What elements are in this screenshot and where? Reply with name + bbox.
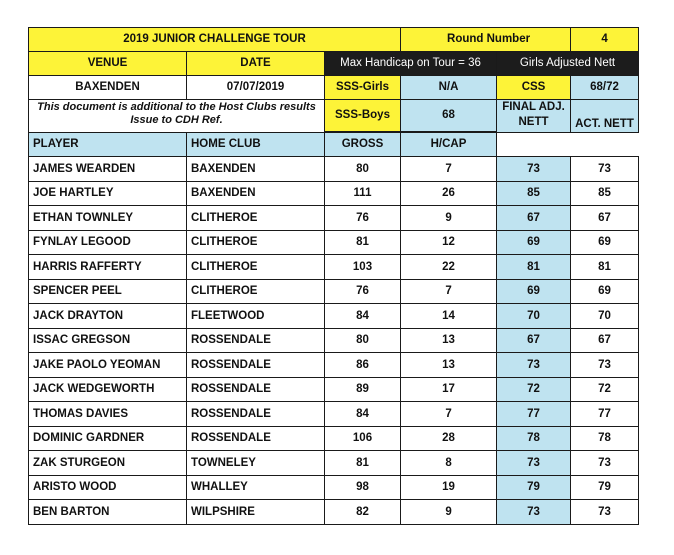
venue-label: VENUE xyxy=(29,52,187,76)
host-club-note: This document is additional to the Host Clubs results Issue to CDH Ref. xyxy=(29,100,325,133)
table-row xyxy=(29,304,639,329)
gross-score: 98 xyxy=(325,475,401,500)
act-nett: 69 xyxy=(571,230,639,255)
handicap: 13 xyxy=(401,353,497,378)
home-club: CLITHEROE xyxy=(187,279,325,304)
handicap: 13 xyxy=(401,328,497,353)
player-name: JAMES WEARDEN xyxy=(29,157,187,182)
player-name: ISSAC GREGSON xyxy=(29,328,187,353)
tour-title: 2019 JUNIOR CHALLENGE TOUR xyxy=(29,28,401,52)
act-nett: 73 xyxy=(571,353,639,378)
table-row xyxy=(29,426,639,451)
home-club: BAXENDEN xyxy=(187,157,325,182)
gross-score: 89 xyxy=(325,377,401,402)
final-adj-nett: 85 xyxy=(497,181,571,206)
gross-score: 76 xyxy=(325,206,401,231)
gross-score: 76 xyxy=(325,279,401,304)
act-nett: 81 xyxy=(571,255,639,280)
home-club: ROSSENDALE xyxy=(187,377,325,402)
act-nett: 73 xyxy=(571,157,639,182)
venue-value: BAXENDEN xyxy=(29,76,187,100)
gross-score: 80 xyxy=(325,157,401,182)
final-adj-nett: 78 xyxy=(497,426,571,451)
act-nett: 67 xyxy=(571,206,639,231)
gross-score: 81 xyxy=(325,230,401,255)
final-adj-nett: 73 xyxy=(497,157,571,182)
act-nett: 85 xyxy=(571,181,639,206)
home-club: ROSSENDALE xyxy=(187,402,325,427)
handicap: 7 xyxy=(401,157,497,182)
final-adj-nett: 69 xyxy=(497,279,571,304)
table-row xyxy=(29,181,639,206)
gross-header: GROSS xyxy=(325,133,401,157)
final-adj-nett: 72 xyxy=(497,377,571,402)
table-row xyxy=(29,451,639,476)
home-club-header: HOME CLUB xyxy=(187,133,325,157)
table-row xyxy=(29,500,639,525)
table-row xyxy=(29,230,639,255)
handicap: 7 xyxy=(401,279,497,304)
act-nett: 73 xyxy=(571,451,639,476)
player-name: SPENCER PEEL xyxy=(29,279,187,304)
home-club: FLEETWOOD xyxy=(187,304,325,329)
player-name: JAKE PAOLO YEOMAN xyxy=(29,353,187,378)
home-club: WILPSHIRE xyxy=(187,500,325,525)
handicap: 28 xyxy=(401,426,497,451)
handicap: 22 xyxy=(401,255,497,280)
player-name: FYNLAY LEGOOD xyxy=(29,230,187,255)
home-club: ROSSENDALE xyxy=(187,353,325,378)
table-row xyxy=(29,279,639,304)
gross-score: 86 xyxy=(325,353,401,378)
round-label: Round Number xyxy=(401,28,571,52)
date-value: 07/07/2019 xyxy=(187,76,325,100)
table-row xyxy=(29,328,639,353)
gross-score: 111 xyxy=(325,181,401,206)
css-label: CSS xyxy=(497,76,571,100)
handicap: 17 xyxy=(401,377,497,402)
act-nett-header: ACT. NETT xyxy=(571,100,639,133)
max-handicap-note: Max Handicap on Tour = 36 xyxy=(325,52,497,76)
home-club: ROSSENDALE xyxy=(187,328,325,353)
home-club: BAXENDEN xyxy=(187,181,325,206)
home-club: CLITHEROE xyxy=(187,206,325,231)
player-name: DOMINIC GARDNER xyxy=(29,426,187,451)
handicap: 7 xyxy=(401,402,497,427)
player-name: ZAK STURGEON xyxy=(29,451,187,476)
hcap-header: H/CAP xyxy=(401,133,497,157)
home-club: TOWNELEY xyxy=(187,451,325,476)
final-adj-nett-header: FINAL ADJ. NETT xyxy=(497,100,571,133)
girls-adjusted-note: Girls Adjusted Nett xyxy=(497,52,639,76)
table-row xyxy=(29,206,639,231)
player-name: JOE HARTLEY xyxy=(29,181,187,206)
handicap: 19 xyxy=(401,475,497,500)
handicap: 9 xyxy=(401,206,497,231)
results-table xyxy=(28,27,639,525)
sss-girls-value: N/A xyxy=(401,76,497,100)
table-row xyxy=(29,157,639,182)
handicap: 12 xyxy=(401,230,497,255)
final-adj-nett: 73 xyxy=(497,451,571,476)
act-nett: 78 xyxy=(571,426,639,451)
handicap: 9 xyxy=(401,500,497,525)
home-club: ROSSENDALE xyxy=(187,426,325,451)
gross-score: 82 xyxy=(325,500,401,525)
act-nett: 72 xyxy=(571,377,639,402)
results-sheet xyxy=(28,27,638,525)
table-row xyxy=(29,255,639,280)
player-name: BEN BARTON xyxy=(29,500,187,525)
handicap: 8 xyxy=(401,451,497,476)
gross-score: 84 xyxy=(325,304,401,329)
home-club: CLITHEROE xyxy=(187,255,325,280)
player-name: HARRIS RAFFERTY xyxy=(29,255,187,280)
act-nett: 77 xyxy=(571,402,639,427)
final-adj-nett: 67 xyxy=(497,206,571,231)
player-name: ARISTO WOOD xyxy=(29,475,187,500)
player-name: JACK DRAYTON xyxy=(29,304,187,329)
player-name: THOMAS DAVIES xyxy=(29,402,187,427)
sss-boys-value: 68 xyxy=(401,100,497,132)
final-adj-nett: 67 xyxy=(497,328,571,353)
round-value: 4 xyxy=(571,28,639,52)
act-nett: 79 xyxy=(571,475,639,500)
table-row xyxy=(29,377,639,402)
gross-score: 84 xyxy=(325,402,401,427)
act-nett: 73 xyxy=(571,500,639,525)
final-adj-nett: 69 xyxy=(497,230,571,255)
home-club: CLITHEROE xyxy=(187,230,325,255)
final-adj-nett: 79 xyxy=(497,475,571,500)
table-row xyxy=(29,475,639,500)
css-value: 68/72 xyxy=(571,76,639,100)
sss-boys-label: SSS-Boys xyxy=(325,100,401,132)
handicap: 14 xyxy=(401,304,497,329)
player-header: PLAYER xyxy=(29,133,187,157)
home-club: WHALLEY xyxy=(187,475,325,500)
player-name: JACK WEDGEWORTH xyxy=(29,377,187,402)
gross-score: 81 xyxy=(325,451,401,476)
final-adj-nett: 73 xyxy=(497,500,571,525)
gross-score: 80 xyxy=(325,328,401,353)
gross-score: 106 xyxy=(325,426,401,451)
final-adj-nett: 81 xyxy=(497,255,571,280)
sss-girls-label: SSS-Girls xyxy=(325,76,401,100)
act-nett: 67 xyxy=(571,328,639,353)
final-adj-nett: 73 xyxy=(497,353,571,378)
date-label: DATE xyxy=(187,52,325,76)
table-row xyxy=(29,353,639,378)
table-row xyxy=(29,402,639,427)
gross-score: 103 xyxy=(325,255,401,280)
player-name: ETHAN TOWNLEY xyxy=(29,206,187,231)
act-nett: 69 xyxy=(571,279,639,304)
act-nett: 70 xyxy=(571,304,639,329)
handicap: 26 xyxy=(401,181,497,206)
final-adj-nett: 77 xyxy=(497,402,571,427)
final-adj-nett: 70 xyxy=(497,304,571,329)
